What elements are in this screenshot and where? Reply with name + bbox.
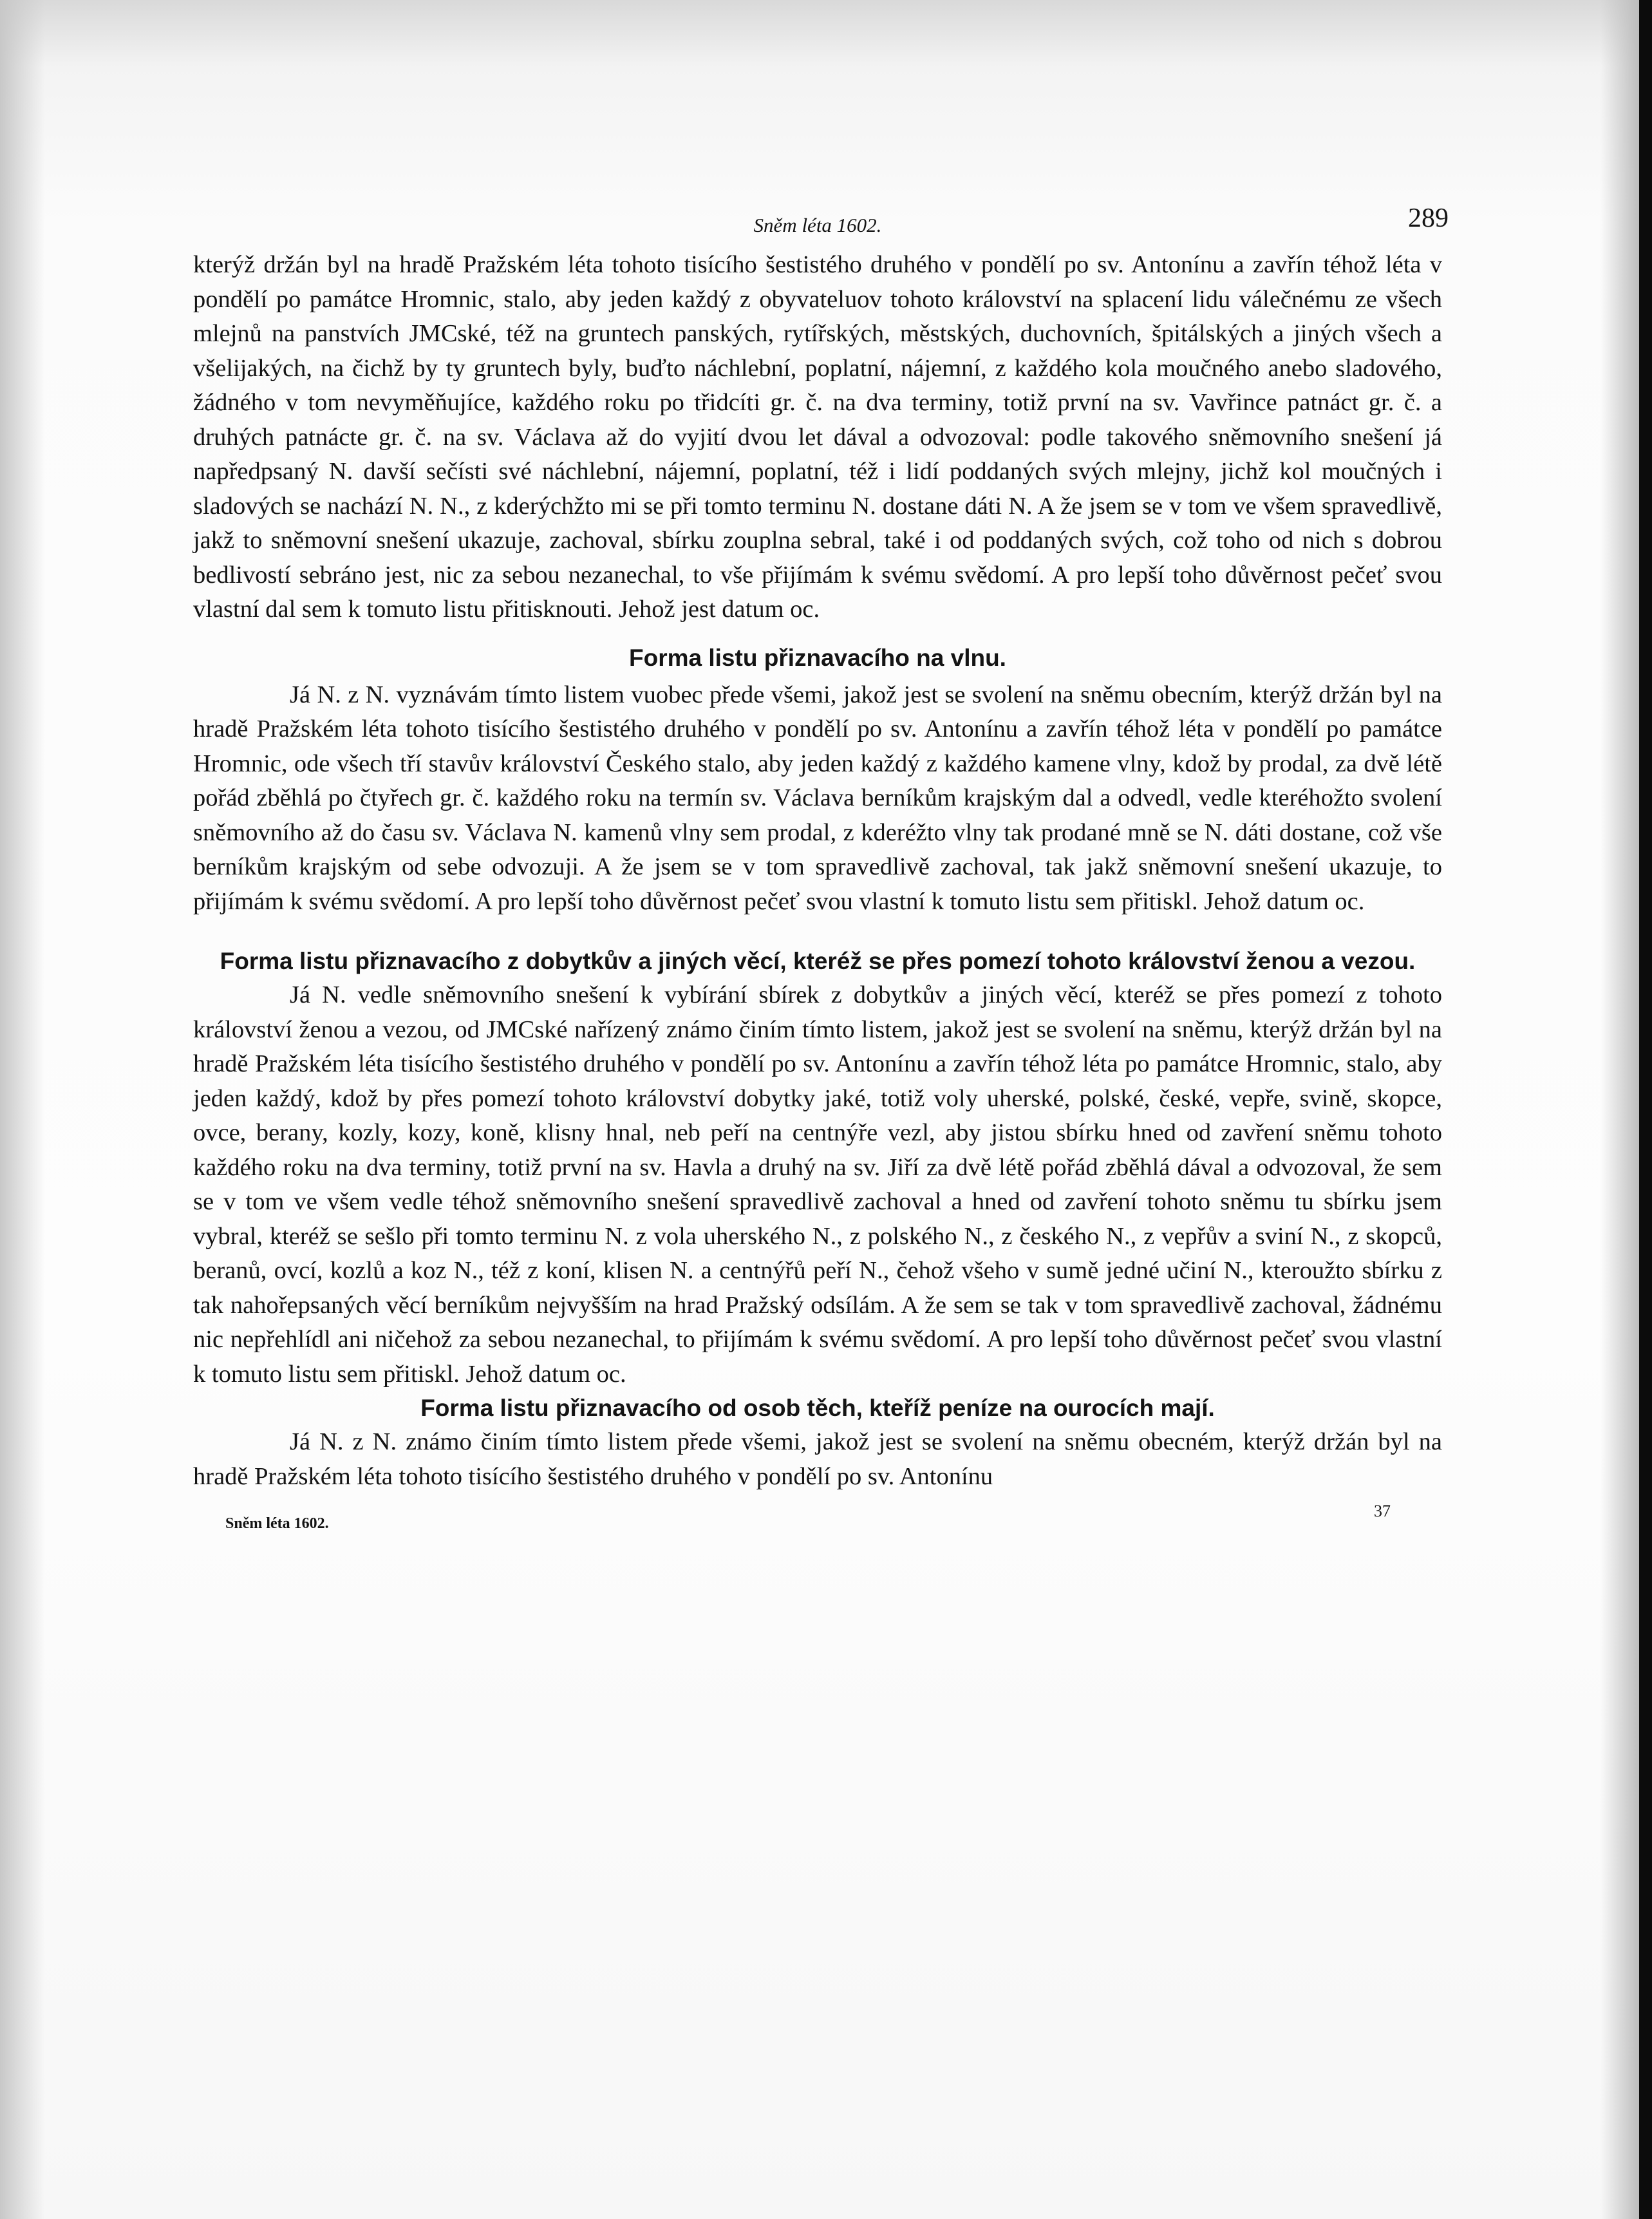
page-header bbox=[193, 196, 1449, 241]
paragraph-wool-form: Já N. z N. vyznávám tímto listem vuobec přede všemi, jakož jest se svolení na sněmu obecním, kterýž držán byl na hradě Pražském léta tohoto tisícího šestistého druhého v pondělí po sv. Antonínu a zavřín téhož léta v pondělí po památce Hromnic, ode všech tří stavův království Českého stalo, aby jeden každý z každého kamene vlny, kdož by prodal, za dvě létě pořád zběhlá po čtyřech gr. č. každého roku na termín sv. Václava berníkům krajským dal a odvedl, vedle kteréhožto svolení sněmovního až do času sv. Václava N. kamenů vlny sem prodal, z kderéžto vlny tak prodané mně se N. dáti dostane, což vše berníkům krajským od sebe odvozuji. A že jsem se v tom spravedlivě zachoval, tak jakž sněmovní snešení ukazuje, to přijímám k svému svědomí. A pro lepší toho důvěrnost pečeť svou vlastní k tomuto listu sem přitiskl. Jehož datum oc. bbox=[193, 681, 1442, 915]
running-title: Sněm léta 1602. bbox=[753, 214, 882, 236]
section-heading-interest: Forma listu přiznavacího od osob těch, kteříž peníze na ourocích mají. bbox=[420, 1395, 1215, 1421]
section-heading-livestock: Forma listu přiznavacího z dobytkův a jiných věcí, kteréž se přes pomezí tohoto království ženou a vezou. bbox=[220, 948, 1416, 974]
page-footer bbox=[193, 1500, 1442, 1539]
footer-signature-mark: 37 bbox=[1374, 1502, 1391, 1520]
footer-source: Sněm léta 1602. bbox=[225, 1515, 329, 1532]
page-number: 289 bbox=[1408, 203, 1449, 233]
document-page bbox=[193, 196, 1449, 1539]
scan-border-right bbox=[1639, 0, 1652, 2219]
paragraph-livestock-form: Já N. vedle sněmovního snešení k vybírání sbírek z dobytkův a jiných věcí, kteréž se přes pomezí z tohoto království ženou a vezou, od JMCské nařízený známo činím tímto listem, jakož jest se svolení na sněmu, kterýž držán byl na hradě Pražském léta tisícího šestistého druhého v pondělí po sv. Antonínu a zavřín téhož léta po památce Hromnic, stalo, aby jeden každý, kdož by přes pomezí tohoto království dobytky jaké, totiž voly uherské, polské, české, vepře, svině, skopce, ovce, berany, kozly, kozy, koně, klisny hnal, neb peří na centnýře vezl, aby jistou sbírku hned od zavření sněmu tohoto každého roku na dva terminy, totiž první na sv. Havla a druhý na sv. Jiří za dvě létě pořád zběhlá dával a odvozoval, že sem se v tom ve všem vedle téhož sněmovního snešení spravedlivě zachoval a hned od zavření tohoto sněmu tu sbírku jsem vybral, kteréž se sešlo při tomto terminu N. z vola uherského N., z polského N., z českého N., z vepřův a sviní N., z skopců, beranů, ovcí, kozlů a koz N., též z koní, klisen N. a centnýřů peří N., čehož všeho v sumě jedné učiní N., kteroužto sbírku z tak nahořepsaných věcí berníkům nejvyšším na hrad Pražský odsílám. A že sem se tak v tom spravedlivě zachoval, žádnému nic nepřehlídl ani ničehož za sebou nezanechal, to přijímám k svému svědomí. A pro lepší toho důvěrnost pečeť svou vlastní k tomuto listu sem přitiskl. Jehož datum oc. bbox=[193, 981, 1442, 1388]
paragraph-interest-form: Já N. z N. známo činím tímto listem přede všemi, jakož jest se svolení na sněmu obecném, kterýž držán byl na hradě Pražském léta tohoto tisícího šestistého druhého v pondělí po sv. Antonínu bbox=[193, 1428, 1442, 1490]
section-heading-wool: Forma listu přiznavacího na vlnu. bbox=[629, 644, 1006, 671]
scan-shadow-left bbox=[0, 0, 45, 2219]
scan-shadow-right bbox=[1600, 0, 1639, 2219]
paragraph-continuation: kterýž držán byl na hradě Pražském léta tohoto tisícího šestistého druhého v pondělí po sv. Antonínu a zavřín téhož léta v pondělí po památce Hromnic, stalo, aby jeden každý z obyvateluov tohoto království na splacení lidu válečnému ze všech mlejnů na panstvích JMCské, též na gruntech panských, rytířských, městských, duchovních, špitálských a jiných všech a všelijakých, na čichž by ty gruntech byly, buďto náchlební, poplatní, nájemní, z každého kola moučného anebo sladového, žádného v tom nevyměňujíce, každého roku po třidcíti gr. č. na dva terminy, totiž první na sv. Vavřince patnáct gr. č. a druhých patnácte gr. č. na sv. Václava až do vyjití dvou let dával a odvozoval: podle takového sněmovního snešení já napředpsaný N. davší sečísti své náchlební, nájemní, poplatní, též i lidí poddaných svých mlejny, jichž kol moučných i sladových se nachází N. N., z kderýchžto mi se při tomto terminu N. dostane dáti N. A že jsem se v tom ve všem spravedlivě, jakž to sněmovní snešení ukazuje, zachoval, sbírku zouplna sebral, také i od poddaných svých, což toho od nich s dobrou bedlivostí sebráno jest, nic za sebou nezanechal, to vše přijímám k svému svědomí. A pro lepší toho důvěrnost pečeť svou vlastní dal sem k tomuto listu přitisknouti. Jehož jest datum oc. bbox=[193, 251, 1442, 623]
